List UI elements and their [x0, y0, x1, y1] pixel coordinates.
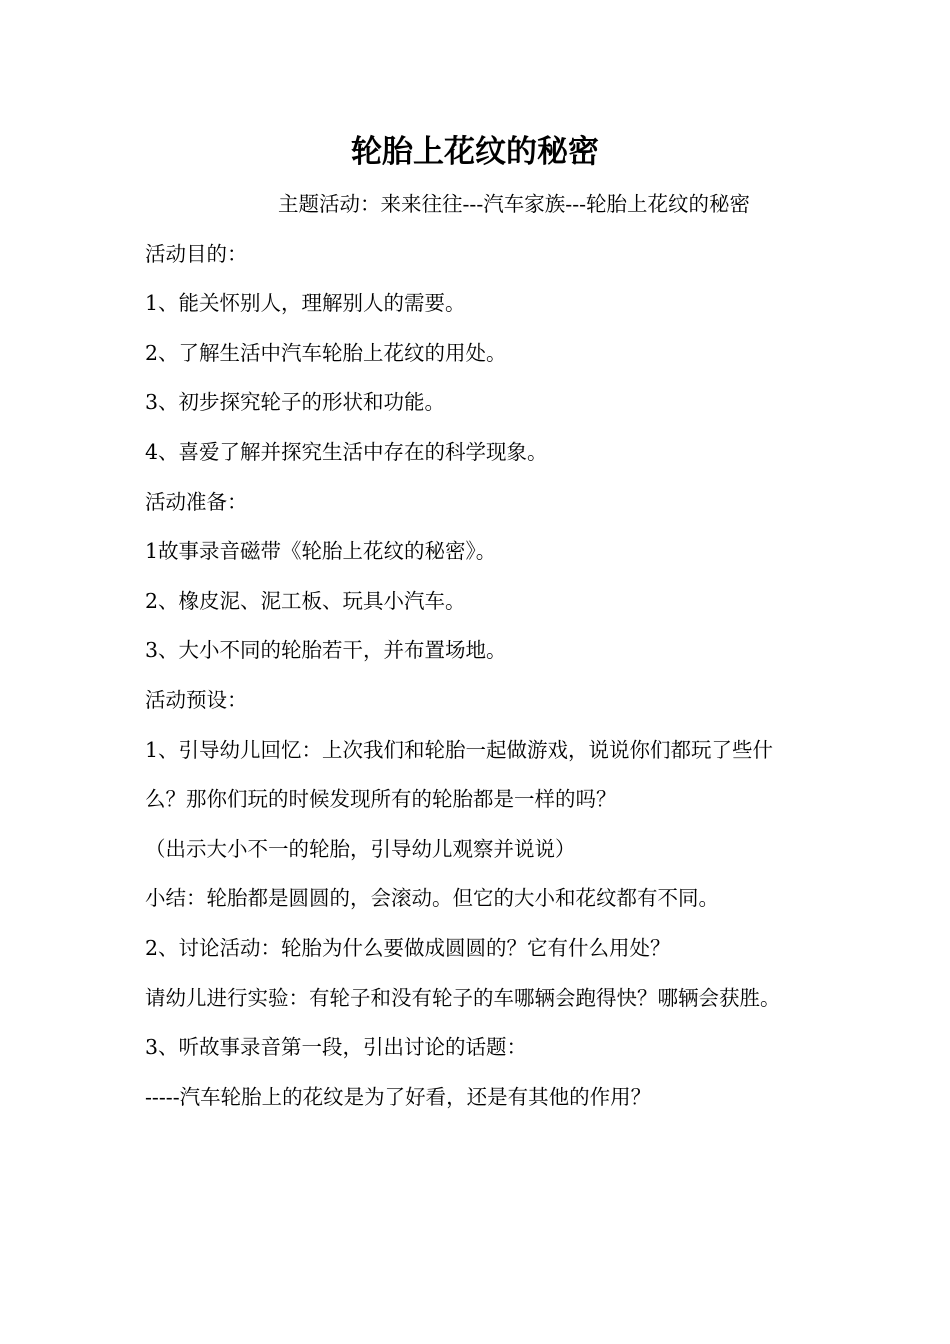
plan-summary: 小结：轮胎都是圆圆的，会滚动。但它的大小和花纹都有不同。	[145, 886, 719, 911]
plan-experiment: 请幼儿进行实验：有轮子和没有轮子的车哪辆会跑得快？哪辆会获胜。	[145, 985, 781, 1010]
plan-item-3: 3、听故事录音第一段，引出讨论的话题：	[145, 1035, 528, 1060]
section-heading-preparation: 活动准备：	[145, 489, 248, 514]
goal-item-4: 4、喜爱了解并探究生活中存在的科学现象。	[145, 439, 548, 464]
preparation-item-1: 1故事录音磁带《轮胎上花纹的秘密》。	[145, 539, 497, 564]
preparation-item-2: 2、橡皮泥、泥工板、玩具小汽车。	[145, 588, 466, 613]
goal-item-1: 1、能关怀别人，理解别人的需要。	[145, 291, 466, 316]
plan-item-1: 1、引导幼儿回忆：上次我们和轮胎一起做游戏，说说你们都玩了些什么？那你们玩的时候发现所有的轮胎都是一样的吗？	[145, 737, 774, 812]
theme-activity-line: 主题活动：来来往往---汽车家族---轮胎上花纹的秘密	[278, 192, 751, 216]
plan-note: （出示大小不一的轮胎，引导幼儿观察并说说）	[145, 836, 576, 861]
goal-item-3: 3、初步探究轮子的形状和功能。	[145, 390, 446, 415]
plan-item-2: 2、讨论活动：轮胎为什么要做成圆圆的？它有什么用处？	[145, 935, 671, 960]
preparation-item-3: 3、大小不同的轮胎若干，并布置场地。	[145, 638, 507, 663]
goal-item-2: 2、了解生活中汽车轮胎上花纹的用处。	[145, 340, 507, 365]
plan-question: -----汽车轮胎上的花纹是为了好看，还是有其他的作用？	[145, 1084, 652, 1109]
document-body	[145, 180, 810, 1122]
section-heading-plan: 活动预设：	[145, 687, 248, 712]
document-title: 轮胎上花纹的秘密	[351, 134, 599, 170]
section-heading-goals: 活动目的：	[145, 241, 248, 266]
